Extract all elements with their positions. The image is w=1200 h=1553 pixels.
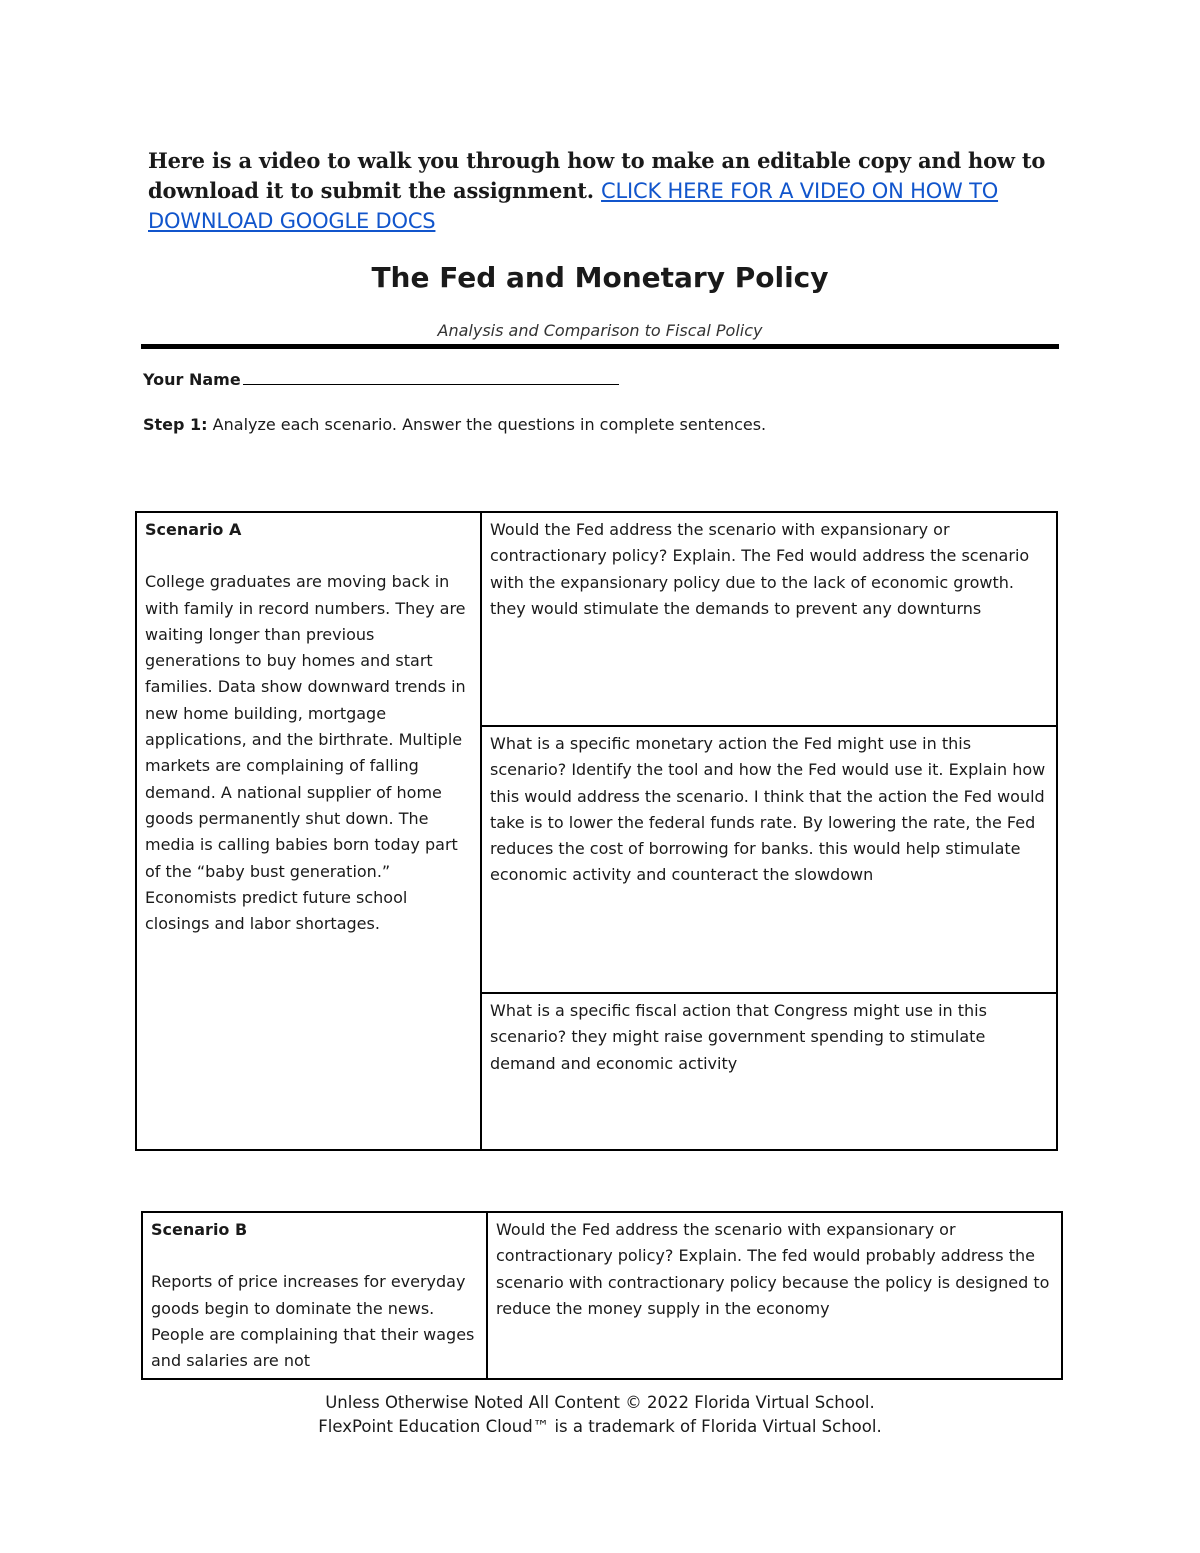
step-label: Step 1: xyxy=(143,415,208,434)
footer-trademark: FlexPoint Education Cloud™ is a trademark of Florida Virtual School. xyxy=(318,1417,882,1436)
page-footer xyxy=(0,1391,1200,1439)
scenario-a-answer-policy[interactable]: Would the Fed address the scenario with expansionary or contractionary policy? Explain. The Fed would address the scenario with the expansionary policy due to the lack of economic growth. they would stimulate the demands to prevent any downturns xyxy=(481,512,1057,726)
scenario-a-cell xyxy=(136,512,481,1150)
footer-copyright: Unless Otherwise Noted All Content © 2022 Florida Virtual School. xyxy=(325,1393,875,1412)
intro-paragraph xyxy=(148,146,1058,236)
scenario-b-description: Reports of price increases for everyday goods begin to dominate the news. People are complaining that their wages and salaries are not xyxy=(151,1272,475,1371)
scenario-a-answer-fiscal[interactable]: What is a specific fiscal action that Congress might use in this scenario? they might raise government spending to stimulate demand and economic activity xyxy=(481,993,1057,1150)
step-instructions xyxy=(143,413,766,437)
scenario-b-table xyxy=(141,1211,1063,1380)
your-name-row xyxy=(143,368,619,392)
your-name-field[interactable] xyxy=(243,368,619,385)
scenario-a-answer-monetary[interactable]: What is a specific monetary action the Fed might use in this scenario? Identify the tool and how the Fed would use it. Explain how this would address the scenario. I think that the action the Fed would take is to lower the federal funds rate. By lowering the rate, the Fed reduces the cost of borrowing for banks. this would help stimulate economic activity and counteract the slowdown xyxy=(481,726,1057,993)
scenario-a-description: College graduates are moving back in with family in record numbers. They are waiting longer than previous generations to buy homes and start families. Data show downward trends in new home building, mortgage applications, and the birthrate. Multiple markets are complaining of falling demand. A national supplier of home goods permanently shut down. The media is calling babies born today part of the “baby bust generation.” Economists predict future school closings and labor shortages. xyxy=(145,572,466,934)
title-divider xyxy=(141,344,1059,349)
page-title: The Fed and Monetary Policy xyxy=(371,261,829,294)
video-download-link[interactable]: CLICK HERE FOR A VIDEO ON HOW TO DOWNLOAD GOOGLE DOCS xyxy=(148,179,999,233)
scenario-b-title: Scenario B xyxy=(151,1220,248,1239)
scenario-a-table xyxy=(135,511,1058,1151)
step-text: Analyze each scenario. Answer the questions in complete sentences. xyxy=(212,415,767,434)
scenario-a-title: Scenario A xyxy=(145,520,242,539)
scenario-b-cell xyxy=(142,1212,487,1379)
scenario-b-answer-policy[interactable]: Would the Fed address the scenario with expansionary or contractionary policy? Explain. The fed would probably address the scenario with contractionary policy because the policy is designed to reduce the money supply in the economy xyxy=(487,1212,1062,1379)
your-name-label: Your Name xyxy=(143,370,241,389)
intro-text: Here is a video to walk you through how to make an editable copy and how to download it to submit the assignment. xyxy=(148,148,1046,203)
page-subtitle: Analysis and Comparison to Fiscal Policy xyxy=(437,321,763,340)
